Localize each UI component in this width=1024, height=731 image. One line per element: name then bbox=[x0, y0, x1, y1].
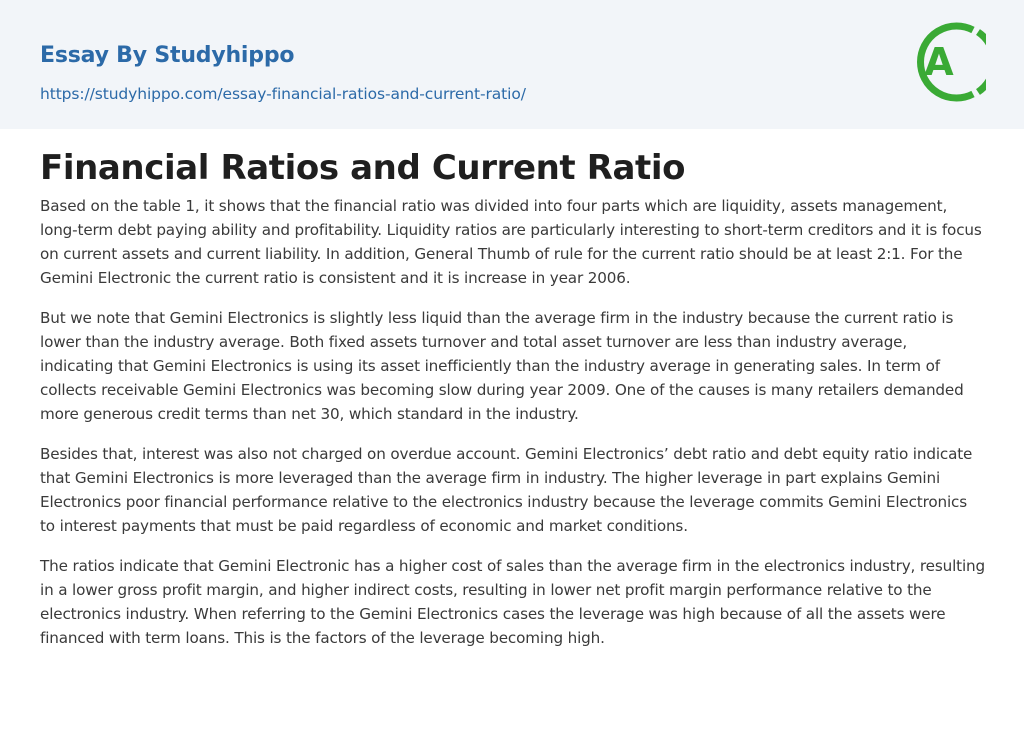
source-url-link[interactable]: https://studyhippo.com/essay-financial-ratios-and-current-ratio/ bbox=[40, 85, 526, 103]
site-brand[interactable]: Essay By Studyhippo bbox=[40, 43, 295, 68]
paragraph: Based on the table 1, it shows that the financial ratio was divided into four parts which are liquidity, assets management, long-term debt paying ability and profitability. Liquidity ratios are particularly interesting to short-term creditors and it is focus on current assets and current liability. In addition, General Thumb of rule for the current ratio should be at least 2:1. For the Gemini Electronic the current ratio is consistent and it is increase in year 2006. bbox=[40, 197, 982, 287]
paragraph: Besides that, interest was also not charged on overdue account. Gemini Electronics’ debt ratio and debt equity ratio indicate that Gemini Electronics is more leveraged than the average firm in industry. The higher leverage in part explains Gemini Electronics poor financial performance relative to the electronics industry because the leverage commits Gemini Electronics to interest payments that must be paid regardless of economic and market conditions. bbox=[40, 445, 973, 535]
logo-letter: A bbox=[924, 40, 954, 84]
article-body bbox=[40, 194, 985, 666]
page-title: Financial Ratios and Current Ratio bbox=[40, 148, 686, 188]
paragraph: But we note that Gemini Electronics is slightly less liquid than the average firm in the industry because the current ratio is lower than the industry average. Both fixed assets turnover and total asset turnover are less than industry average, indicating that Gemini Electronics is using its asset inefficiently than the industry average in generating sales. In term of collects receivable Gemini Electronics was becoming slow during year 2009. One of the causes is many retailers demanded more generous credit terms than net 30, which standard in the industry. bbox=[40, 309, 964, 423]
site-header bbox=[0, 0, 1024, 129]
studyhippo-logo-icon[interactable] bbox=[912, 19, 986, 105]
paragraph: The ratios indicate that Gemini Electronic has a higher cost of sales than the average firm in the electronics industry, resulting in a lower gross profit margin, and higher indirect costs, resulting in lower net profit margin performance relative to the electronics industry. When referring to the Gemini Electronics cases the leverage was high because of all the assets were financed with term loans. This is the factors of the leverage becoming high. bbox=[40, 557, 985, 647]
